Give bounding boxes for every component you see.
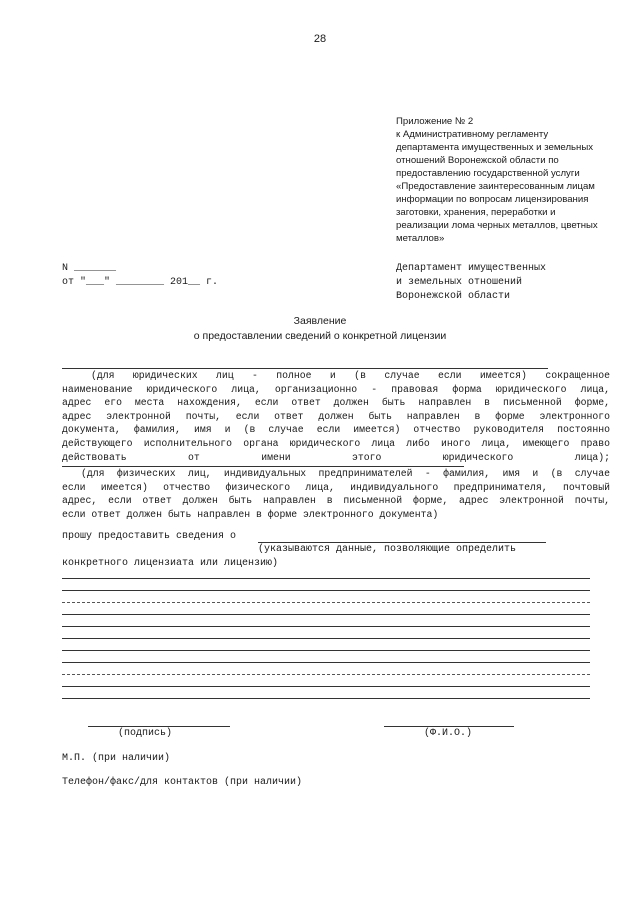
recipient-line: Воронежской области	[396, 291, 511, 302]
signature-label: (подпись)	[118, 728, 173, 739]
appendix-line: металлов»	[396, 233, 445, 244]
legal-entity-line: наименование юридического лица, организационно - правовая форма юридического лица,	[62, 383, 610, 395]
individual-line: адрес, если ответ должен быть направлен в письменной форме, адрес электронной почты,	[62, 495, 610, 507]
registration-number: N _______	[62, 263, 117, 274]
legal-entity-line: (для юридических лиц - полное и (в случае если имеется) сокращенное	[91, 370, 610, 381]
legal-entity-line: документа, фамилия, имя и (в случае если имеется) отчество руководителя постоянно	[62, 424, 610, 436]
blank-fill-line[interactable]	[62, 626, 590, 627]
document-subtitle: о предоставлении сведений о конкретной лицензии	[193, 330, 447, 342]
appendix-line: департамента имущественных и земельных	[396, 142, 594, 153]
appendix-line: предоставлению государственной услуги	[396, 168, 580, 179]
document-title: Заявление	[293, 315, 347, 327]
blank-fill-line[interactable]	[62, 698, 590, 699]
request-hint: конкретного лицензиата или лицензию)	[62, 558, 279, 569]
appendix-line: Приложение № 2	[396, 116, 474, 127]
blank-fill-line[interactable]	[62, 638, 590, 639]
legal-entity-line: адрес его места нахождения, если ответ должен быть направлен в письменной форме,	[62, 397, 610, 409]
registration-date: от "___" ________ 201__ г.	[62, 277, 219, 288]
blank-fill-line[interactable]	[62, 602, 590, 603]
blank-fill-line[interactable]	[62, 650, 590, 651]
legal-entity-line: адрес электронной почты, если ответ должен быть направлен в форме электронного	[62, 410, 610, 422]
appendix-line: «Предоставление заинтересованным лицам	[396, 181, 595, 192]
individual-description	[62, 467, 610, 521]
word: от	[188, 451, 200, 463]
legal-entity-last-line	[62, 451, 610, 465]
page-number: 28	[313, 33, 327, 45]
legal-entity-description	[62, 369, 610, 464]
appendix-line: заготовки, хранения, переработки и	[396, 207, 556, 218]
word: действовать	[62, 451, 127, 463]
recipient-line: и земельных отношений	[396, 277, 523, 288]
recipient-block	[396, 262, 546, 304]
appendix-line: реализации лома черных металлов, цветных	[396, 220, 598, 231]
blank-fill-line[interactable]	[62, 578, 590, 579]
recipient-line: Департамент имущественных	[396, 263, 547, 274]
individual-last-line: если ответ должен быть направлен в форме электронного документа)	[62, 508, 439, 520]
blank-fill-line[interactable]	[62, 686, 590, 687]
appendix-line: к Административному регламенту	[396, 129, 549, 140]
stamp-note: М.П. (при наличии)	[62, 753, 171, 764]
appendix-line: информации по вопросам лицензирования	[396, 194, 589, 205]
word: этого	[351, 451, 382, 463]
phone-note: Телефон/факс/для контактов (при наличии)	[62, 777, 303, 788]
individual-line: если имеется) отчество физического лица, индивидуального предпринимателя, почтовый	[62, 481, 610, 493]
request-hint: (указываются данные, позволяющие определить	[258, 544, 517, 555]
word: юридического	[442, 451, 514, 463]
individual-line: (для физических лиц, индивидуальных предпринимателей - фамилия, имя и (в случае	[81, 468, 610, 479]
blank-fill-line[interactable]	[62, 662, 590, 663]
request-prefix: прошу предоставить сведения о	[62, 531, 237, 542]
appendix-line: отношений Воронежской области по	[396, 155, 559, 166]
blank-fill-line[interactable]	[62, 614, 590, 615]
legal-entity-line: действующего исполнительного органа юридического лица либо иного лица, имеющего право	[62, 437, 610, 449]
blank-fill-line[interactable]	[62, 590, 590, 591]
appendix-header	[396, 115, 611, 245]
word: лица);	[574, 451, 610, 463]
full-name-label: (Ф.И.О.)	[424, 728, 473, 739]
word: имени	[261, 451, 291, 463]
blank-fill-line[interactable]	[62, 674, 590, 675]
